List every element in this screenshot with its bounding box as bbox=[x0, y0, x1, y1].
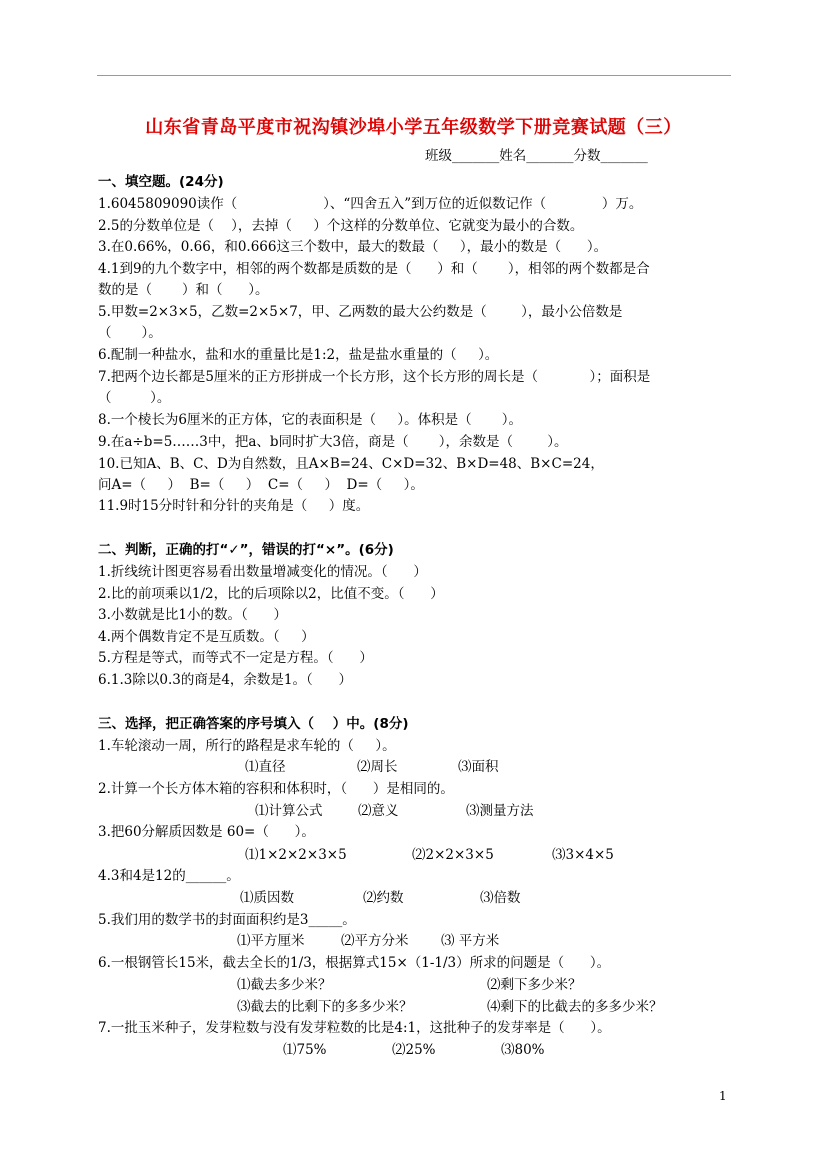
question-text: 2.比的前项乘以1/2，比的后项除以2，比值不变。（ ） bbox=[98, 586, 444, 602]
choice-option: ⑶ 平方米 bbox=[441, 933, 500, 949]
question-text: 11.9时15分时针和分针的夹角是（ ）度。 bbox=[98, 498, 370, 514]
choice-option: ⑴75% bbox=[283, 1042, 327, 1058]
question-text: 4.3和4是12的______。 bbox=[98, 868, 240, 884]
choice-option: ⑵平方分米 bbox=[341, 933, 409, 949]
student-info-line: 班级_______姓名_______分数_______ bbox=[425, 148, 648, 164]
choice-option: ⑵25% bbox=[392, 1042, 436, 1058]
question-text: 3.在0.66%，0.66，和0.666这三个数中，最大的数最（ ），最小的数是（ ）。 bbox=[98, 239, 608, 255]
question-text: 3.把60分解质因数是 60=（ ）。 bbox=[98, 824, 315, 840]
choice-option: ⑴截去多少米？ bbox=[237, 977, 332, 993]
choice-option: ⑶测量方法 bbox=[466, 803, 534, 819]
question-text: 6.1.3除以0.3的商是4，余数是1。（ ） bbox=[98, 672, 352, 688]
question-text: 4.两个偶数肯定不是互质数。（ ） bbox=[98, 629, 315, 645]
page-title: 山东省青岛平度市祝沟镇沙埠小学五年级数学下册竞赛试题（三） bbox=[145, 117, 682, 138]
question-text: 2.5的分数单位是（ ），去掉（ ）个这样的分数单位、它就变为最小的合数。 bbox=[98, 218, 584, 234]
page-number: 1 bbox=[719, 1089, 727, 1103]
question-text: 7.把两个边长都是5厘米的正方形拼成一个长方形，这个长方形的周长是（ ）；面积是 bbox=[98, 369, 651, 385]
choice-option: ⑶80% bbox=[501, 1042, 545, 1058]
choice-option: ⑶倍数 bbox=[480, 890, 521, 906]
question-text: （ ）。 bbox=[98, 390, 171, 406]
choice-option: ⑵2×2×3×5 bbox=[412, 847, 494, 863]
question-text: 6.一根钢管长15米，截去全长的1/3，根据算式15×（1-1/3）所求的问题是（ ）。 bbox=[98, 955, 611, 971]
question-text: 3.小数就是比1小的数。（ ） bbox=[98, 607, 287, 623]
choice-option: ⑵周长 bbox=[357, 759, 398, 775]
question-text: 10.已知A、B、C、D为自然数，且A×B=24、C×D=32、B×D=48、B×C=24， bbox=[98, 456, 604, 472]
header-rule bbox=[97, 75, 731, 76]
question-text: 2.计算一个长方体木箱的容积和体积时，（ ）是相同的。 bbox=[98, 781, 454, 797]
choice-option: ⑵约数 bbox=[363, 890, 404, 906]
choice-option: ⑵意义 bbox=[358, 803, 399, 819]
question-text: 7.一批玉米种子，发芽粒数与没有发芽粒数的比是4:1，这批种子的发芽率是（ ）。 bbox=[98, 1020, 611, 1036]
section-heading-fill-blanks: 一、填空题。(24分) bbox=[98, 174, 224, 190]
question-text: 1.车轮滚动一周，所行的路程是求车轮的（ ）。 bbox=[98, 738, 396, 754]
question-text: 问A=（ ） B=（ ） C=（ ） D=（ ）。 bbox=[98, 477, 424, 493]
question-text: 5.方程是等式，而等式不一定是方程。（ ） bbox=[98, 650, 373, 666]
question-text: （ ）。 bbox=[98, 325, 162, 341]
question-text: 1.折线统计图更容易看出数量增减变化的情况。（ ） bbox=[98, 564, 427, 580]
choice-option: ⑶3×4×5 bbox=[552, 847, 614, 863]
question-text: 6.配制一种盐水，盐和水的重量比是1:2，盐是盐水重量的（ ）。 bbox=[98, 347, 499, 363]
choice-option: ⑴质因数 bbox=[240, 890, 294, 906]
question-text: 5.我们用的数学书的封面面积约是3_____。 bbox=[98, 912, 356, 928]
choice-option: ⑴计算公式 bbox=[255, 803, 323, 819]
question-text: 8.一个棱长为6厘米的正方体，它的表面积是（ ）。体积是（ ）。 bbox=[98, 412, 522, 428]
choice-option: ⑵剩下多少米？ bbox=[487, 977, 582, 993]
question-text: 5.甲数=2×3×5，乙数=2×5×7，甲、乙两数的最大公约数是（ ），最小公倍数是 bbox=[98, 304, 623, 320]
question-text: 1.6045809090读作（ ）、“四舍五入”到万位的近似数记作（ ）万。 bbox=[98, 196, 643, 212]
choice-option: ⑴平方厘米 bbox=[237, 933, 305, 949]
choice-option: ⑴直径 bbox=[245, 759, 286, 775]
choice-option: ⑶截去的比剩下的多多少米？ bbox=[237, 999, 413, 1015]
choice-option: ⑴1×2×2×3×5 bbox=[245, 847, 347, 863]
choice-option: ⑷剩下的比截去的多多少米？ bbox=[487, 999, 663, 1015]
question-text: 4.1到9的九个数字中，相邻的两个数都是质数的是（ ）和（ ），相邻的两个数都是合 bbox=[98, 261, 650, 277]
section-heading-true-false: 二、判断，正确的打“✓”，错误的打“×”。(6分) bbox=[98, 542, 394, 558]
question-text: 数的是（ ）和（ ）。 bbox=[98, 282, 269, 298]
choice-option: ⑶面积 bbox=[458, 759, 499, 775]
question-text: 9.在a÷b=5……3中，把a、b同时扩大3倍，商是（ ），余数是（ ）。 bbox=[98, 434, 568, 450]
section-heading-multiple-choice: 三、选择，把正确答案的序号填入（ ）中。(8分) bbox=[98, 716, 409, 732]
